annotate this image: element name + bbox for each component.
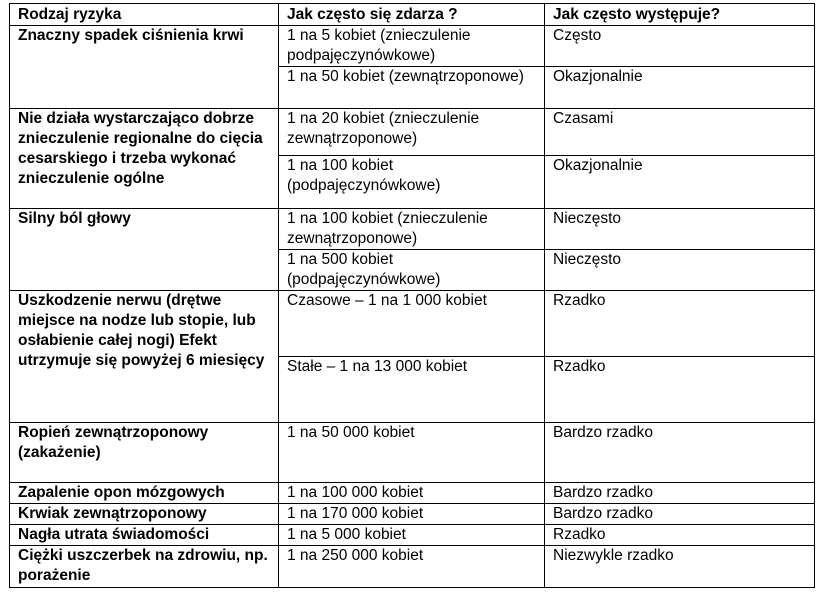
frequency-cell: Okazjonalnie <box>545 67 815 109</box>
frequency-cell: Bardzo rzadko <box>545 423 815 483</box>
frequency-cell: Nieczęsto <box>545 209 815 250</box>
table-row <box>10 423 815 483</box>
frequency-cell: Nieczęsto <box>545 250 815 291</box>
occurrence-cell: Stałe – 1 na 13 000 kobiet <box>279 357 545 423</box>
occurrence-cell: 1 na 5 000 kobiet <box>279 525 545 546</box>
header-occurrence: Jak często się zdarza ? <box>279 4 545 26</box>
table-row <box>10 525 815 546</box>
occurrence-cell: 1 na 100 kobiet (podpajęczynówkowe) <box>279 156 545 209</box>
occurrence-cell: 1 na 50 kobiet (zewnątrzoponowe) <box>279 67 545 109</box>
occurrence-cell: 1 na 100 kobiet (znieczulenie zewnątrzoponowe) <box>279 209 545 250</box>
occurrence-cell: 1 na 170 000 kobiet <box>279 504 545 525</box>
frequency-cell: Rzadko <box>545 525 815 546</box>
occurrence-cell: 1 na 100 000 kobiet <box>279 483 545 504</box>
header-risk-type: Rodzaj ryzyka <box>10 4 279 26</box>
table-header-row <box>10 4 815 26</box>
frequency-cell: Rzadko <box>545 357 815 423</box>
frequency-cell: Okazjonalnie <box>545 156 815 209</box>
risk-name-cell: Nie działa wystarczająco dobrze znieczulenie regionalne do cięcia cesarskiego i trzeba wykonać znieczulenie ogólne <box>10 109 279 209</box>
risk-name-cell: Krwiak zewnątrzoponowy <box>10 504 279 525</box>
risk-name-cell: Znaczny spadek ciśnienia krwi <box>10 26 279 109</box>
table-row <box>10 546 815 588</box>
frequency-cell: Bardzo rzadko <box>545 504 815 525</box>
risk-name-cell: Zapalenie opon mózgowych <box>10 483 279 504</box>
risk-name-cell: Uszkodzenie nerwu (drętwe miejsce na nodze lub stopie, lub osłabienie całej nogi) Efekt utrzymuje się powyżej 6 miesięcy <box>10 291 279 423</box>
risk-name-cell: Silny ból głowy <box>10 209 279 291</box>
risk-name-cell: Ciężki uszczerbek na zdrowiu, np. porażenie <box>10 546 279 588</box>
occurrence-cell: 1 na 50 000 kobiet <box>279 423 545 483</box>
table-row <box>10 504 815 525</box>
header-frequency: Jak często występuje? <box>545 4 815 26</box>
occurrence-cell: Czasowe – 1 na 1 000 kobiet <box>279 291 545 357</box>
occurrence-cell: 1 na 250 000 kobiet <box>279 546 545 588</box>
table-row <box>10 209 815 250</box>
frequency-cell: Rzadko <box>545 291 815 357</box>
occurrence-cell: 1 na 5 kobiet (znieczulenie podpajęczynówkowe) <box>279 26 545 67</box>
frequency-cell: Często <box>545 26 815 67</box>
risk-name-cell: Nagła utrata świadomości <box>10 525 279 546</box>
risk-name-cell: Ropień zewnątrzoponowy (zakażenie) <box>10 423 279 483</box>
frequency-cell: Bardzo rzadko <box>545 483 815 504</box>
table-row <box>10 26 815 67</box>
occurrence-cell: 1 na 20 kobiet (znieczulenie zewnątrzoponowe) <box>279 109 545 156</box>
table-row <box>10 109 815 156</box>
frequency-cell: Czasami <box>545 109 815 156</box>
table-row <box>10 291 815 357</box>
frequency-cell: Niezwykle rzadko <box>545 546 815 588</box>
occurrence-cell: 1 na 500 kobiet (podpajęczynówkowe) <box>279 250 545 291</box>
risk-table <box>9 3 815 588</box>
table-row <box>10 483 815 504</box>
